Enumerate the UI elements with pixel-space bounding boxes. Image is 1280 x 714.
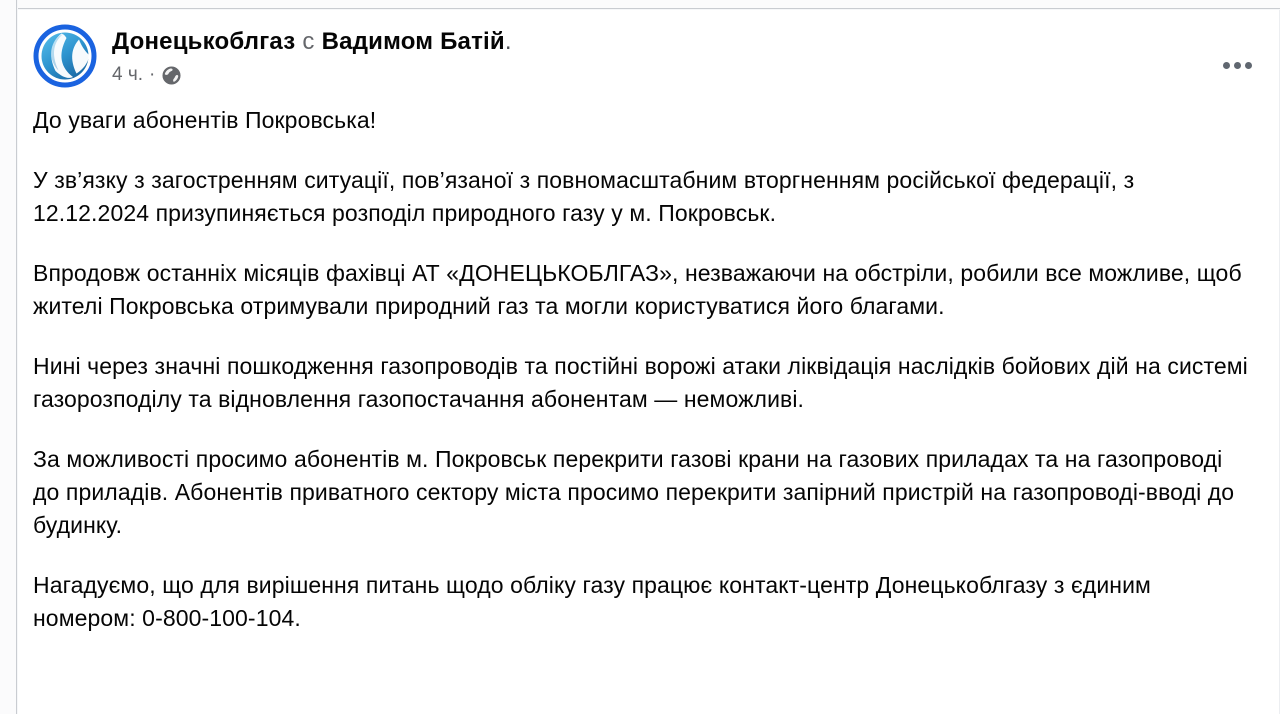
post-header-text	[112, 24, 512, 86]
page-name-link[interactable]: Донецькоблгаз	[112, 28, 296, 55]
facebook-post-card	[18, 10, 1280, 714]
post-paragraph: Нині через значні пошкодження газопроводів та постійні ворожі атаки ліквідація наслідків бойових дій на системі газорозподілу та відновлення газопостачання абонентам — неможливі.	[33, 353, 1248, 412]
post-meta	[112, 64, 512, 86]
meta-separator: ·	[149, 64, 156, 85]
post-title	[112, 27, 512, 57]
post-body	[18, 88, 1279, 635]
page-avatar[interactable]	[33, 24, 97, 88]
donetskoblgaz-logo-icon	[33, 24, 97, 88]
ellipsis-icon	[1223, 62, 1230, 69]
title-period: .	[504, 28, 512, 55]
globe-privacy-icon	[161, 65, 182, 86]
page-background-top-strip	[18, 0, 1280, 9]
post-paragraph: Впродовж останніх місяців фахівці АТ «ДОНЕЦЬКОБЛГАЗ», незважаючи на обстріли, робили все можливе, щоб жителі Покровська отримували природний газ та могли користуватися його благами.	[33, 260, 1242, 319]
with-connector: с	[302, 28, 315, 55]
timestamp-link[interactable]: 4 ч.	[112, 64, 144, 85]
ellipsis-icon	[1245, 62, 1252, 69]
page-background-left-strip	[0, 0, 17, 714]
post-paragraph: У зв’язку з загостренням ситуації, пов’язаної з повномасштабним вторгненням російської федерації, з 12.12.2024 призупиняється розподіл природного газу у м. Покровськ.	[33, 167, 1135, 226]
post-options-button[interactable]	[1215, 48, 1259, 82]
tagged-person-link[interactable]: Вадимом Батій	[321, 28, 505, 55]
post-paragraph: До уваги абонентів Покровська!	[33, 107, 377, 133]
ellipsis-icon	[1234, 62, 1241, 69]
post-header	[18, 10, 1279, 88]
post-paragraph: За можливості просимо абонентів м. Покровськ перекрити газові крани на газових приладах та на газопроводі до приладів. Абонентів приватного сектору міста просимо перекрити запірний пристрій на газопроводі-вводі до будинку.	[33, 446, 1235, 538]
post-paragraph: Нагадуємо, що для вирішення питань щодо обліку газу працює контакт-центр Донецькоблгазу з єдиним номером: 0-800-100-104.	[33, 572, 1151, 631]
